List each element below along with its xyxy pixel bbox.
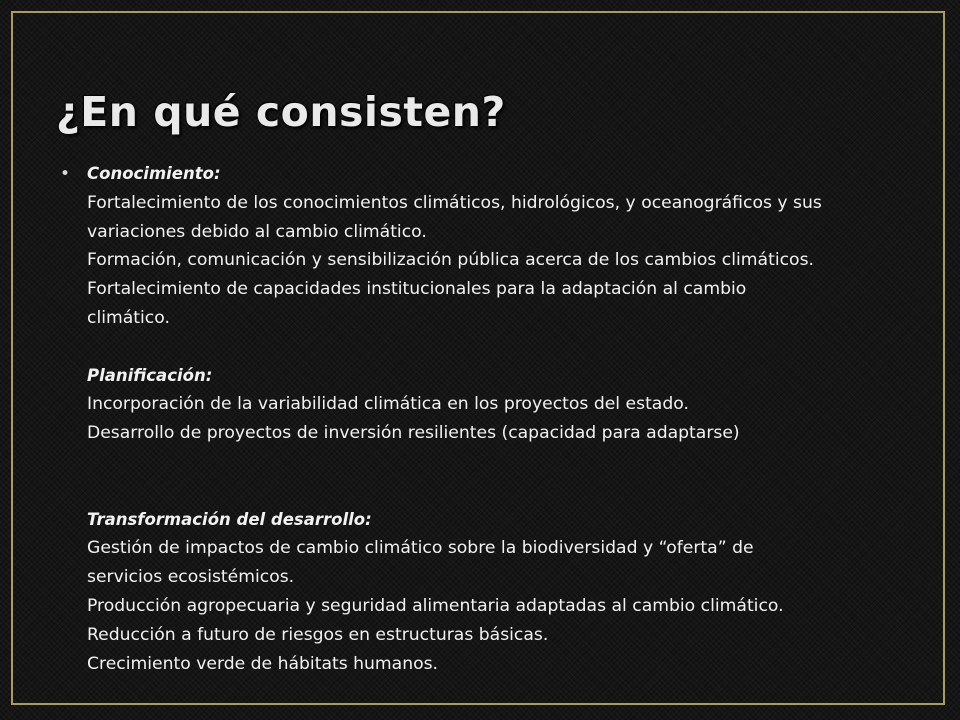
planificacion-line: Desarrollo de proyectos de inversión resilientes (capacidad para adaptarse) [87,423,740,444]
bullet-text-block [87,160,900,678]
conocimiento-line: Fortalecimiento de capacidades institucionales para la adaptación al cambio [87,279,747,300]
spacer [87,448,900,506]
section-heading-planificacion: Planificación: [87,365,213,385]
slide-title: ¿En qué consisten? [56,88,506,136]
conocimiento-line: variaciones debido al cambio climático. [87,221,427,242]
transformacion-line: Reducción a futuro de riesgos en estructuras básicas. [87,624,549,645]
slide-content [60,160,900,678]
transformacion-line: Crecimiento verde de hábitats humanos. [87,653,439,674]
transformacion-line: Producción agropecuaria y seguridad alimentaria adaptadas al cambio climático. [87,595,784,616]
transformacion-line: Gestión de impactos de cambio climático sobre la biodiversidad y “oferta” de [87,538,754,559]
bullet-marker: • [60,164,71,184]
section-heading-conocimiento: Conocimiento: [87,164,221,183]
conocimiento-line: climático. [87,307,170,328]
transformacion-line: servicios ecosistémicos. [87,567,295,588]
conocimiento-line: Formación, comunicación y sensibilización pública acerca de los cambios climáticos. [87,250,814,271]
section-heading-transformacion: Transformación del desarrollo: [87,509,372,529]
planificacion-line: Incorporación de la variabilidad climática en los proyectos del estado. [87,394,689,415]
spacer [87,333,900,362]
conocimiento-line: Fortalecimiento de los conocimientos climáticos, hidrológicos, y oceanográficos y sus [87,192,822,213]
